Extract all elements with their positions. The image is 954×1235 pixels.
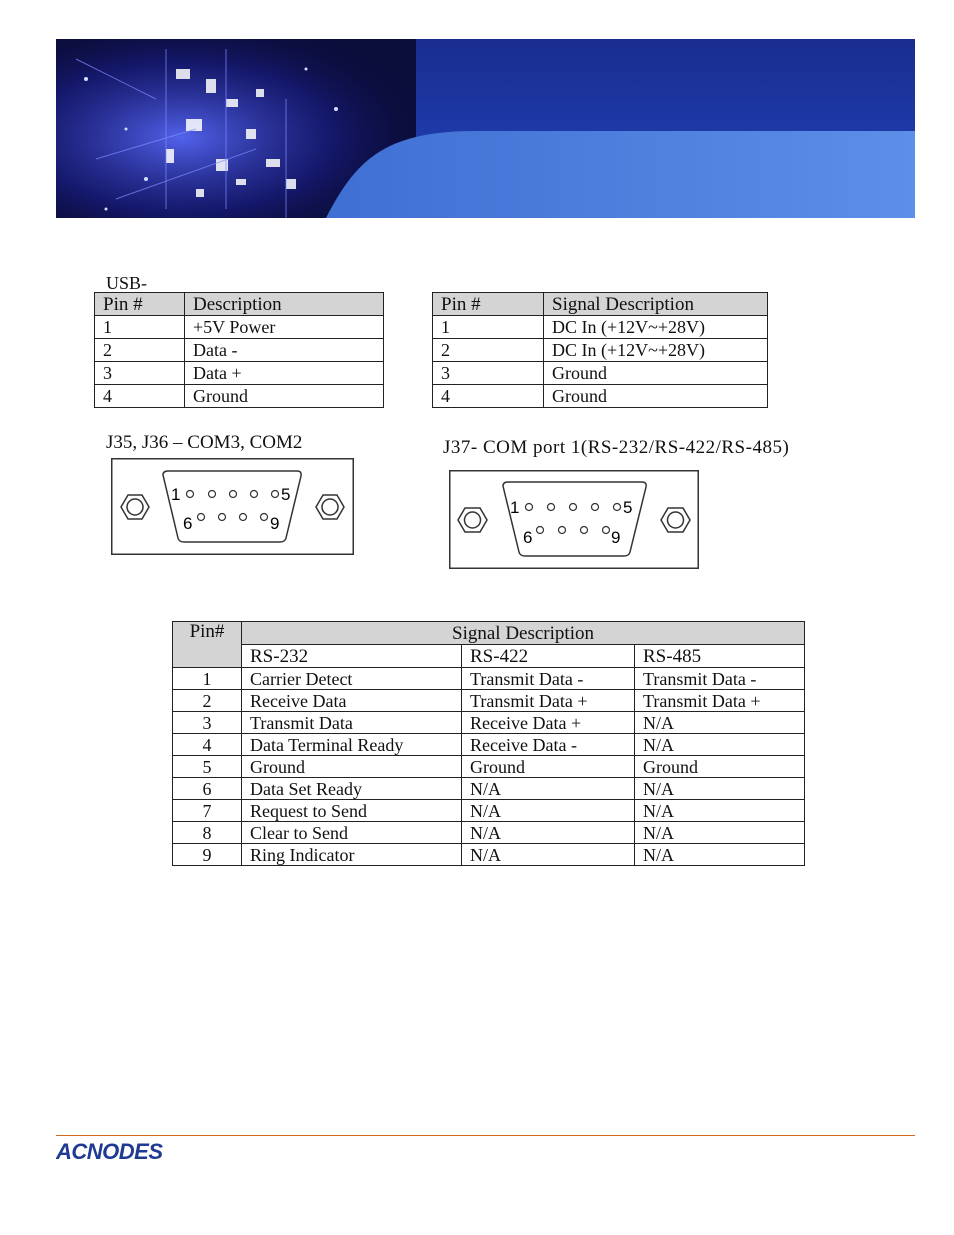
table-cell: Ground xyxy=(462,756,635,778)
table-cell: 3 xyxy=(173,712,242,734)
table-cell: Receive Data + xyxy=(462,712,635,734)
pin-label: 6 xyxy=(183,514,193,533)
table-cell: N/A xyxy=(462,822,635,844)
pin-label: 1 xyxy=(510,498,520,517)
table-cell: 4 xyxy=(173,734,242,756)
table-row xyxy=(173,844,805,866)
table-cell: Data + xyxy=(185,362,384,385)
table-cell: Transmit Data - xyxy=(635,668,805,690)
table-cell: Ground xyxy=(544,362,768,385)
table-cell: 4 xyxy=(95,385,185,408)
table-cell: Request to Send xyxy=(242,800,462,822)
table-cell: Data Terminal Ready xyxy=(242,734,462,756)
table-row xyxy=(433,362,768,385)
table-cell: 1 xyxy=(433,316,544,339)
table-cell: N/A xyxy=(462,800,635,822)
table-row xyxy=(173,778,805,800)
table-row xyxy=(95,339,384,362)
table-row xyxy=(95,362,384,385)
table-cell: N/A xyxy=(635,712,805,734)
usb-table-caption: USB- xyxy=(106,273,148,293)
table-cell: N/A xyxy=(635,822,805,844)
table-cell: 6 xyxy=(173,778,242,800)
table-cell: Transmit Data xyxy=(242,712,462,734)
table-cell: N/A xyxy=(462,844,635,866)
table-cell: +5V Power xyxy=(185,316,384,339)
table-cell: N/A xyxy=(635,778,805,800)
table-cell: Receive Data xyxy=(242,690,462,712)
table-cell: 2 xyxy=(95,339,185,362)
table-row xyxy=(173,668,805,690)
db9-connector-com23-diagram xyxy=(111,458,354,555)
usb-pin-table xyxy=(94,292,384,408)
pin-label: 6 xyxy=(523,528,533,547)
table-cell: N/A xyxy=(635,844,805,866)
table-row xyxy=(173,800,805,822)
table-row xyxy=(433,385,768,408)
pin-label: 5 xyxy=(623,498,633,517)
table-cell: Ring Indicator xyxy=(242,844,462,866)
table-row xyxy=(173,712,805,734)
table-cell: Transmit Data + xyxy=(462,690,635,712)
table-row xyxy=(95,385,384,408)
power-pin-table xyxy=(432,292,768,408)
table-row xyxy=(173,734,805,756)
table-cell: Carrier Detect xyxy=(242,668,462,690)
footer-divider xyxy=(56,1135,915,1136)
table-cell: 1 xyxy=(95,316,185,339)
column-header-signal: Signal Description xyxy=(242,622,805,645)
table-cell: Transmit Data + xyxy=(635,690,805,712)
table-cell: N/A xyxy=(635,734,805,756)
table-cell: 4 xyxy=(433,385,544,408)
banner-wave-shape xyxy=(56,39,915,218)
table-cell: 2 xyxy=(173,690,242,712)
table-cell: N/A xyxy=(462,778,635,800)
table-cell: 1 xyxy=(173,668,242,690)
pin-label: 9 xyxy=(611,528,621,547)
column-header-rs422: RS-422 xyxy=(462,645,635,668)
table-cell: Ground xyxy=(242,756,462,778)
pin-label: 5 xyxy=(281,485,291,504)
header-banner xyxy=(56,39,915,218)
table-row xyxy=(95,316,384,339)
table-cell: Ground xyxy=(185,385,384,408)
com23-connector-label: J35, J36 – COM3, COM2 xyxy=(106,432,303,453)
logo-text: ACNODES xyxy=(56,1139,163,1163)
column-header: Pin # xyxy=(95,293,185,316)
table-cell: 8 xyxy=(173,822,242,844)
column-header-pin: Pin# xyxy=(173,622,242,668)
table-cell: N/A xyxy=(635,800,805,822)
table-cell: Receive Data - xyxy=(462,734,635,756)
table-cell: Ground xyxy=(544,385,768,408)
pin-label: 9 xyxy=(270,514,280,533)
db9-connector-com1-diagram xyxy=(449,470,699,569)
table-cell: 2 xyxy=(433,339,544,362)
table-cell: 7 xyxy=(173,800,242,822)
table-row xyxy=(433,339,768,362)
table-cell: DC In (+12V~+28V) xyxy=(544,339,768,362)
table-cell: Clear to Send xyxy=(242,822,462,844)
column-header-rs232: RS-232 xyxy=(242,645,462,668)
pin-label: 1 xyxy=(171,485,181,504)
table-cell: 3 xyxy=(95,362,185,385)
table-cell: Transmit Data - xyxy=(462,668,635,690)
acnodes-logo xyxy=(56,1139,216,1163)
table-cell: Data - xyxy=(185,339,384,362)
table-cell: 5 xyxy=(173,756,242,778)
table-cell: 3 xyxy=(433,362,544,385)
column-header: Signal Description xyxy=(544,293,768,316)
table-cell: Ground xyxy=(635,756,805,778)
table-row xyxy=(173,756,805,778)
column-header-rs485: RS-485 xyxy=(635,645,805,668)
column-header: Pin # xyxy=(433,293,544,316)
column-header: Description xyxy=(185,293,384,316)
com1-connector-label: J37- COM port 1(RS-232/RS-422/RS-485) xyxy=(443,437,790,458)
table-cell: 9 xyxy=(173,844,242,866)
com-signal-table xyxy=(172,621,805,866)
table-row xyxy=(173,690,805,712)
table-cell: Data Set Ready xyxy=(242,778,462,800)
table-row xyxy=(173,822,805,844)
table-row xyxy=(433,316,768,339)
table-cell: DC In (+12V~+28V) xyxy=(544,316,768,339)
